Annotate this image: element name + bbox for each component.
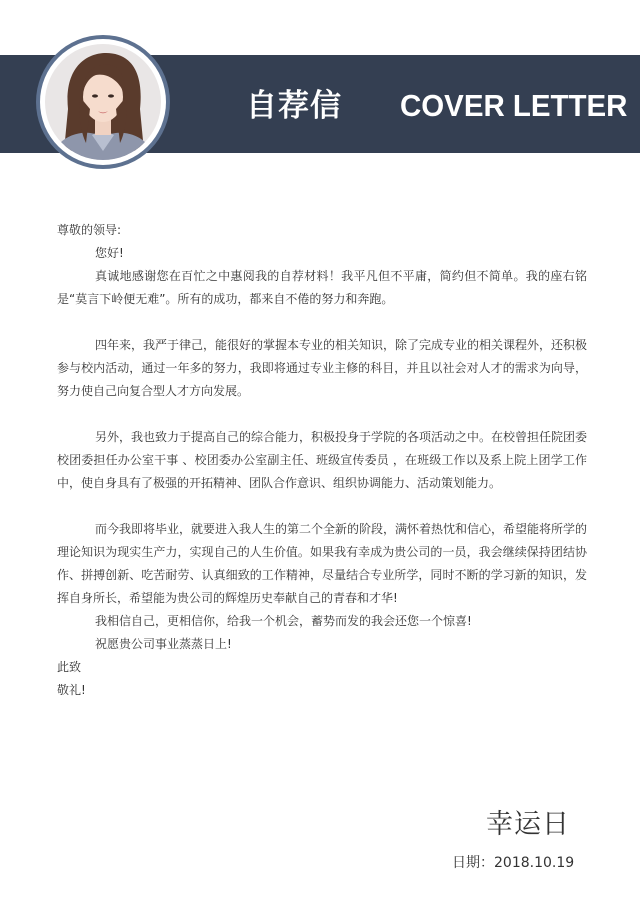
page-title-english: COVER LETTER bbox=[400, 88, 628, 123]
greeting: 您好! bbox=[95, 246, 124, 260]
paragraph-5: 我相信自己，更相信你，给我一个机会，蓄势而发的我会还您一个惊喜! bbox=[95, 614, 472, 628]
paragraph-gap bbox=[57, 311, 587, 334]
paragraph-gap bbox=[57, 403, 587, 426]
date-label: 日期： bbox=[452, 855, 494, 871]
paragraph-1: 真诚地感谢您在百忙之中惠阅我的自荐材料！我平凡但不平庸，简约但不简单。我的座右铭是“莫言下岭便无难”。所有的成功，都来自不倦的努力和奔跑。 bbox=[57, 269, 587, 306]
paragraph-2: 四年来，我严于律己，能很好的掌握本专业的相关知识，除了完成专业的相关课程外，还积极参与校内活动，通过一年多的努力，我即将通过专业主修的科目，并且以社会对人才的需求为向导，努力使自己向复合型人才方向发展。 bbox=[57, 338, 588, 398]
date-line bbox=[452, 852, 574, 872]
profile-photo bbox=[40, 39, 166, 165]
signature-name: 幸运日 bbox=[486, 809, 570, 840]
letter-body bbox=[57, 219, 587, 702]
paragraph-6: 祝愿贵公司事业蒸蒸日上! bbox=[95, 637, 232, 651]
date-value: 2018.10.19 bbox=[494, 855, 575, 871]
closing-line-2: 敬礼! bbox=[57, 683, 86, 697]
paragraph-gap bbox=[57, 495, 587, 518]
closing-line-1: 此致 bbox=[57, 660, 82, 674]
paragraph-3: 另外，我也致力于提高自己的综合能力，积极投身于学院的各项活动之中。在校曾担任院团委校团委担任办公室干事 、校团委办公室副主任、班级宣传委员 ，在班级工作以及系上院上团学工作中，使自身具有了极强的开拓精神、团队合作意识、组织协调能力、活动策划能力。 bbox=[57, 430, 588, 490]
paragraph-4: 而今我即将毕业，就要进入我人生的第二个全新的阶段，满怀着热忱和信心，希望能将所学的理论知识为现实生产力，实现自己的人生价值。如果我有幸成为贵公司的一员，我会继续保持团结协作、拼搏创新、吃苦耐劳、认真细致的工作精神，尽量结合专业所学，同时不断的学习新的知识，发挥自身所长，希望能为贵公司的辉煌历史奉献自己的青春和才华! bbox=[57, 522, 588, 605]
salutation: 尊敬的领导: bbox=[57, 223, 122, 237]
avatar-portrait bbox=[40, 39, 166, 165]
page-title-chinese: 自荐信 bbox=[246, 88, 342, 124]
